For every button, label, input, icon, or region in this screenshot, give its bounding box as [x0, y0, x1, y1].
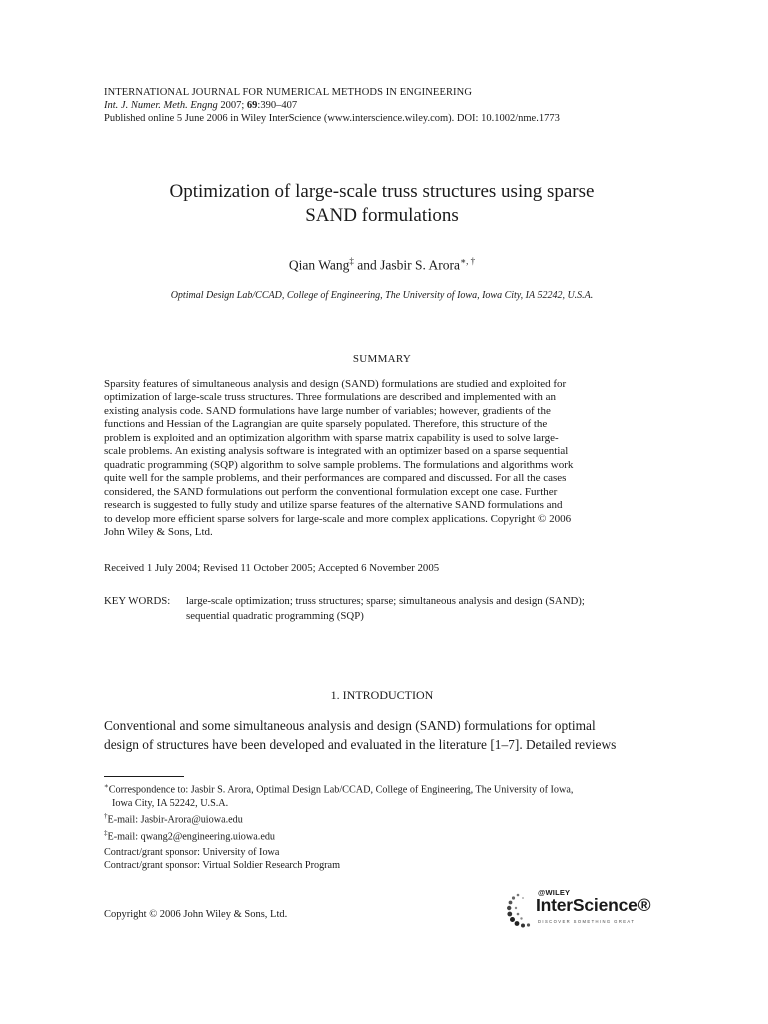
abstract-line: scale problems. An existing analysis software is integrated with an optimizer based on a sparse sequential	[104, 445, 569, 458]
abstract-line: functions and Hessian of the Lagrangian are quite sparsely populated. Therefore, this structure of the	[104, 418, 548, 431]
keywords-label: KEY WORDS:	[104, 595, 171, 607]
email-1-text: E-mail: Jasbir-Arora@uiowa.edu	[107, 814, 243, 826]
citation-volume: 69	[246, 100, 258, 111]
author-conjunction: and	[353, 257, 381, 273]
summary-heading: SUMMARY	[352, 353, 412, 365]
footnote-email-1	[104, 810, 656, 827]
keywords-line-1: large-scale optimization; truss structures; sparse; simultaneous analysis and design (SAND);	[186, 595, 585, 607]
email-2-mark: ‡	[104, 828, 108, 837]
affiliation: Optimal Design Lab/CCAD, College of Engineering, The University of Iowa, Iowa City, IA 52242, U.S.A.	[170, 290, 594, 301]
abstract-line: problem is exploited and an optimization algorithm with sparse matrix capability is used to solve large-	[104, 431, 559, 444]
email-1-mark: †	[104, 811, 108, 820]
publisher-name: @WILEY	[538, 888, 571, 897]
correspondence-mark: ∗	[104, 782, 109, 790]
interscience-dots-icon	[506, 890, 536, 930]
citation-prefix: Int. J. Numer. Meth. Engng	[104, 100, 218, 111]
author-1: Qian Wang	[288, 257, 350, 273]
abstract	[104, 378, 654, 539]
abstract-line: quadratic programming (SQP) algorithm to solve sample problems. The formulations and algorithms work	[104, 458, 574, 471]
paper-title	[104, 180, 660, 228]
sponsor-line: Contract/grant sponsor: Virtual Soldier Research Program	[104, 860, 341, 871]
wiley-interscience-logo	[506, 888, 656, 932]
author-2: Jasbir S. Arora	[380, 257, 461, 273]
footnote-email-2	[104, 827, 656, 844]
abstract-line: research is suggested to fully study and utilize sparse features of the alternative SAND formulations and	[104, 499, 563, 512]
abstract-line: to develop more efficient sparse solvers for large-scale and more complex applications. Copyright © 2006	[104, 512, 572, 525]
footnote-correspondence	[104, 780, 656, 797]
author-2-mark: ∗, †	[460, 256, 476, 266]
correspondence-text: Correspondence to: Jasbir S. Arora, Optimal Design Lab/CCAD, College of Engineering, The University of Iowa,	[108, 784, 574, 796]
abstract-line: John Wiley & Sons, Ltd.	[104, 525, 213, 538]
citation-year: 2007;	[217, 100, 247, 111]
title-line-1: Optimization of large-scale truss structures using sparse	[169, 181, 595, 202]
published-line: Published online 5 June 2006 in Wiley InterScience (www.interscience.wiley.com). DOI: 10.1002/nme.1773	[104, 113, 560, 124]
received-dates: Received 1 July 2004; Revised 11 October 2005; Accepted 6 November 2005	[104, 562, 440, 574]
abstract-line: Sparsity features of simultaneous analysis and design (SAND) formulations are studied and exploited for	[104, 378, 567, 390]
introduction-heading: 1. INTRODUCTION	[330, 688, 434, 702]
abstract-line: considered, the SAND formulations out perform the conventional formulation except one case. Further	[104, 485, 558, 498]
footnote-rule	[104, 776, 184, 777]
correspondence-address: Iowa City, IA 52242, U.S.A.	[112, 797, 229, 809]
intro-line: Conventional and some simultaneous analysis and design (SAND) formulations for optimal	[104, 718, 596, 733]
sponsor-line: Contract/grant sponsor: University of Iowa	[104, 847, 280, 858]
copyright-notice: Copyright © 2006 John Wiley & Sons, Ltd.	[104, 909, 288, 920]
abstract-line: optimization of large-scale truss structures. Three formulations are described and implemented with an	[104, 391, 556, 404]
author-1-mark: ‡	[349, 256, 354, 266]
footnotes	[104, 780, 656, 843]
abstract-line: quite well for the sample problems, and their performances are compared and discussed. For all the cases	[104, 472, 567, 485]
abstract-line: existing analysis code. SAND formulations have large number of variables; however, gradients of the	[104, 404, 551, 417]
authors	[104, 256, 660, 274]
journal-name: INTERNATIONAL JOURNAL FOR NUMERICAL METHODS IN ENGINEERING	[104, 87, 473, 98]
title-line-2: SAND formulations	[305, 205, 459, 226]
keywords-values	[186, 594, 666, 623]
intro-line: design of structures have been developed and evaluated in the literature [1–7]. Detailed reviews	[104, 737, 617, 752]
interscience-wordmark: InterScience®	[536, 895, 651, 915]
citation-line	[104, 99, 684, 112]
introduction-paragraph	[104, 716, 656, 754]
grant-sponsors	[104, 846, 504, 872]
journal-header	[104, 86, 684, 125]
citation-pages: :390–407	[257, 100, 298, 111]
email-2-text: E-mail: qwang2@engineering.uiowa.edu	[107, 831, 276, 843]
logo-tagline: DISCOVER SOMETHING GREAT	[538, 919, 636, 924]
keywords-line-2: sequential quadratic programming (SQP)	[186, 609, 364, 622]
